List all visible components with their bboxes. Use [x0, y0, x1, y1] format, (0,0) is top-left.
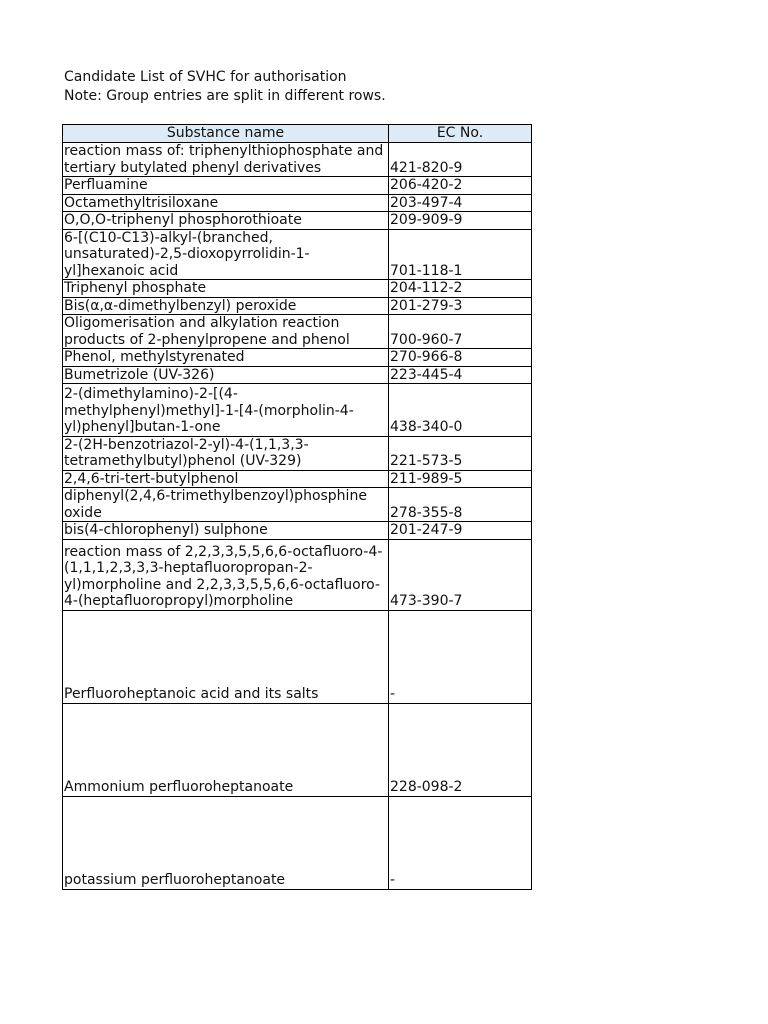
ec-number-cell: 270-966-8 [389, 349, 532, 367]
table-row [63, 539, 532, 610]
table-row [63, 796, 532, 889]
table-row [63, 470, 532, 488]
table-header-row [63, 125, 532, 143]
document-heading [64, 68, 386, 106]
table-row [63, 436, 532, 470]
substance-name-cell: reaction mass of 2,2,3,3,5,5,6,6-octafluoro-4-(1,1,1,2,3,3,3-heptafluoropropan-2-yl)morpholine and 2,2,3,3,5,5,6,6-octafluoro-4-(heptafluoropropyl)morpholine [63, 539, 389, 610]
table-row [63, 384, 532, 437]
table-row [63, 366, 532, 384]
substance-name-cell: Oligomerisation and alkylation reaction products of 2-phenylpropene and phenol [63, 315, 389, 349]
ec-number-cell: 206-420-2 [389, 177, 532, 195]
ec-number-cell: 211-989-5 [389, 470, 532, 488]
ec-number-cell: 201-247-9 [389, 522, 532, 540]
table-row [63, 522, 532, 540]
ec-number-cell: 700-960-7 [389, 315, 532, 349]
ec-number-cell: 438-340-0 [389, 384, 532, 437]
svhc-table [62, 124, 532, 890]
ec-number-cell: 221-573-5 [389, 436, 532, 470]
document-title: Candidate List of SVHC for authorisation [64, 69, 347, 85]
substance-name-cell: Perfluamine [63, 177, 389, 195]
ec-number-cell: 228-098-2 [389, 703, 532, 796]
substance-name-cell: Ammonium perfluoroheptanoate [63, 703, 389, 796]
table-row [63, 610, 532, 703]
table-row [63, 177, 532, 195]
substance-name-cell: 2-(2H-benzotriazol-2-yl)-4-(1,1,3,3-tetramethylbutyl)phenol (UV-329) [63, 436, 389, 470]
substance-name-cell: reaction mass of: triphenylthiophosphate and tertiary butylated phenyl derivatives [63, 143, 389, 177]
substance-name-cell: 2-(dimethylamino)-2-[(4-methylphenyl)methyl]-1-[4-(morpholin-4-yl)phenyl]butan-1-one [63, 384, 389, 437]
substance-name-cell: diphenyl(2,4,6-trimethylbenzoyl)phosphine oxide [63, 488, 389, 522]
substance-name-cell: Triphenyl phosphate [63, 280, 389, 298]
ec-number-cell: 421-820-9 [389, 143, 532, 177]
table-row [63, 703, 532, 796]
ec-number-cell: 204-112-2 [389, 280, 532, 298]
table-row [63, 194, 532, 212]
substance-name-cell: potassium perfluoroheptanoate [63, 796, 389, 889]
document-note: Note: Group entries are split in different rows. [64, 88, 386, 104]
table-row [63, 212, 532, 230]
column-header-substance-name: Substance name [63, 125, 389, 143]
substance-name-cell: Phenol, methylstyrenated [63, 349, 389, 367]
ec-number-cell: - [389, 796, 532, 889]
substance-name-cell: Bumetrizole (UV-326) [63, 366, 389, 384]
ec-number-cell: 701-118-1 [389, 229, 532, 280]
ec-number-cell: 203-497-4 [389, 194, 532, 212]
ec-number-cell: 473-390-7 [389, 539, 532, 610]
substance-name-cell: Bis(α,α-dimethylbenzyl) peroxide [63, 297, 389, 315]
substance-name-cell: O,O,O-triphenyl phosphorothioate [63, 212, 389, 230]
table-row [63, 280, 532, 298]
substance-name-cell: bis(4-chlorophenyl) sulphone [63, 522, 389, 540]
ec-number-cell: 223-445-4 [389, 366, 532, 384]
substance-name-cell: Perfluoroheptanoic acid and its salts [63, 610, 389, 703]
column-header-ec-no: EC No. [389, 125, 532, 143]
ec-number-cell: 278-355-8 [389, 488, 532, 522]
substance-name-cell: Octamethyltrisiloxane [63, 194, 389, 212]
ec-number-cell: 201-279-3 [389, 297, 532, 315]
substance-name-cell: 6-[(C10-C13)-alkyl-(branched, unsaturated)-2,5-dioxopyrrolidin-1-yl]hexanoic acid [63, 229, 389, 280]
table-row [63, 229, 532, 280]
ec-number-cell: - [389, 610, 532, 703]
table-row [63, 297, 532, 315]
substance-name-cell: 2,4,6-tri-tert-butylphenol [63, 470, 389, 488]
ec-number-cell: 209-909-9 [389, 212, 532, 230]
table-row [63, 488, 532, 522]
table-row [63, 315, 532, 349]
table-row [63, 143, 532, 177]
table-row [63, 349, 532, 367]
